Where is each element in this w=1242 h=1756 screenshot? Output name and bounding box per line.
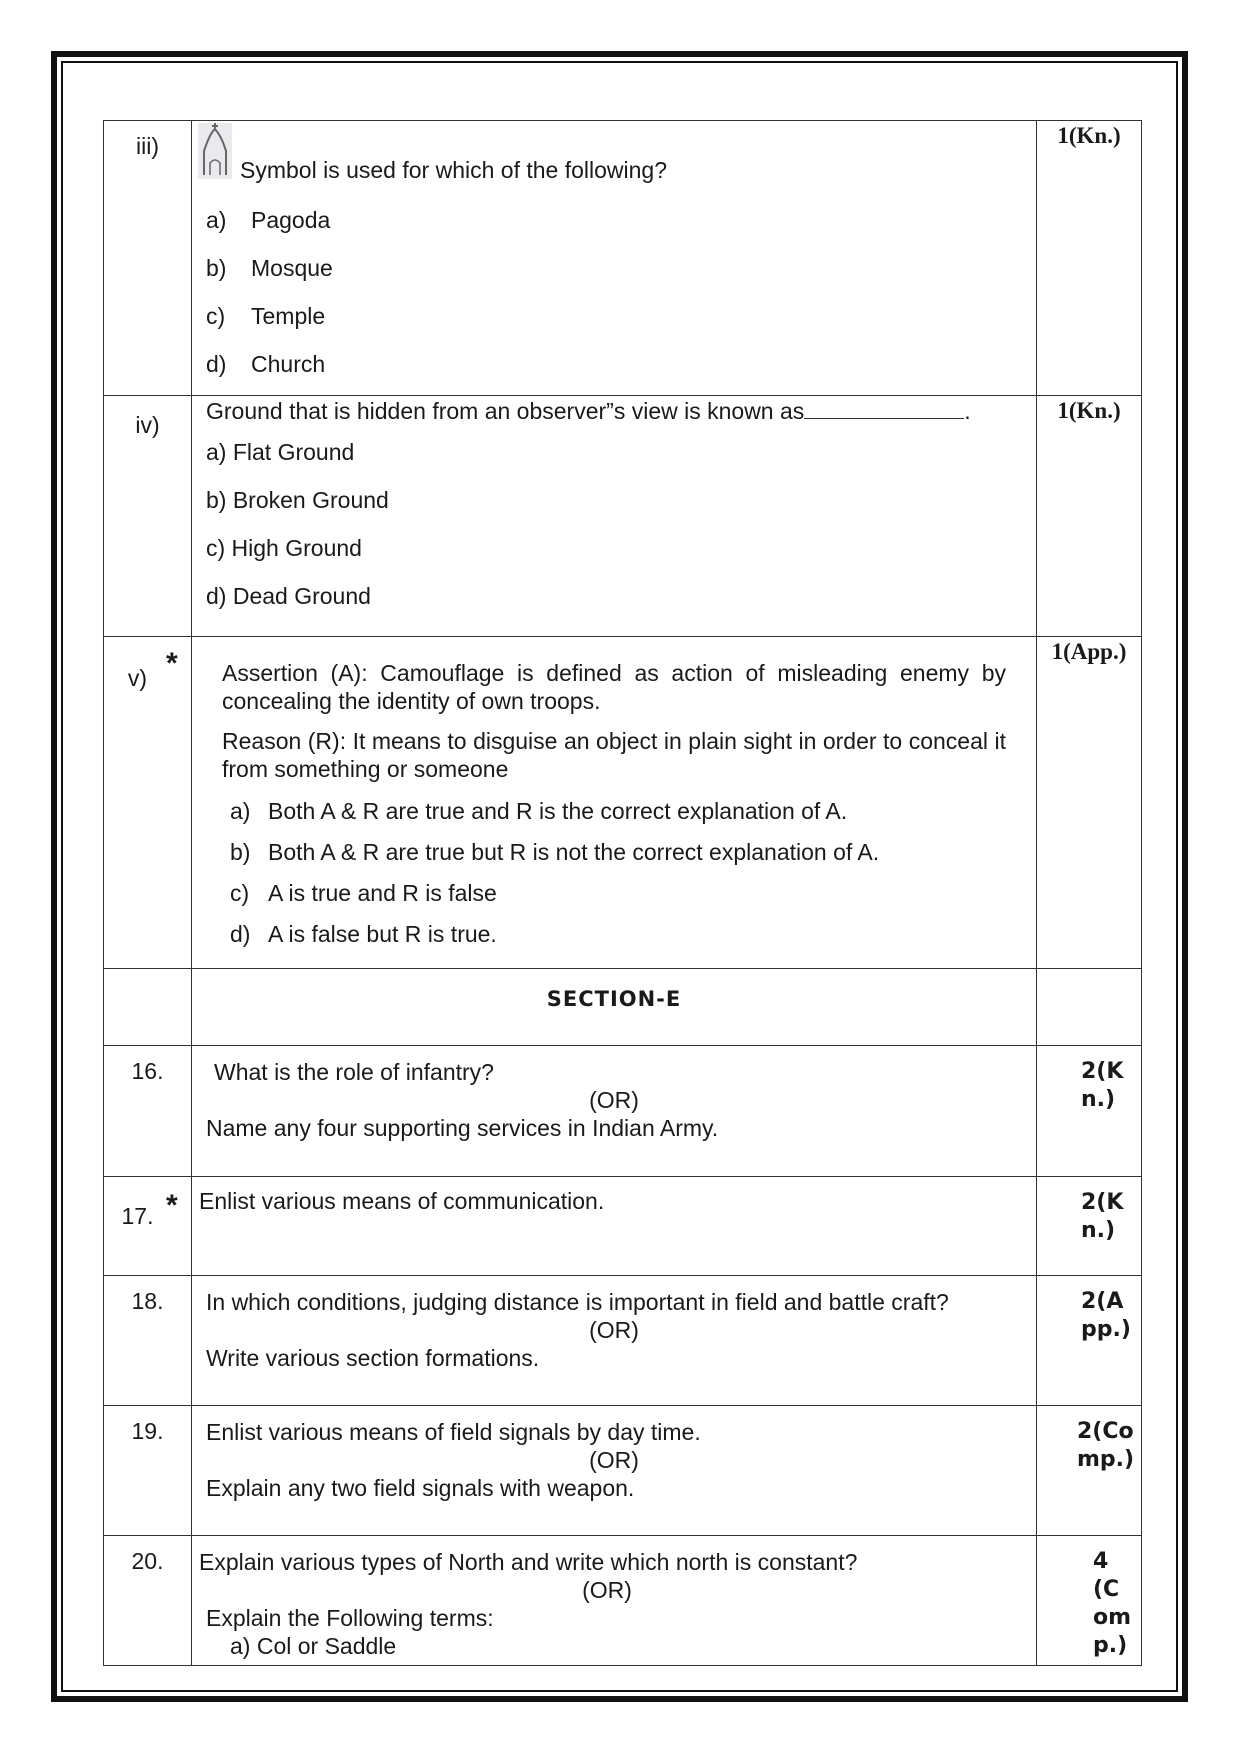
marks: 2(App.) (1081, 1289, 1131, 1342)
option-d: d) Church (206, 351, 326, 377)
option-b: b) Broken Ground (206, 487, 389, 513)
marks: 2(Kn.) (1081, 1190, 1124, 1243)
option-d: d) Dead Ground (206, 583, 371, 609)
question-text: Enlist various means of field signals by day time. (206, 1419, 701, 1445)
question-number: 18. (131, 1288, 164, 1314)
marks: 2(Comp.) (1077, 1419, 1135, 1472)
question-number: 20. (131, 1548, 164, 1574)
term-item: a) Col or Saddle (230, 1633, 397, 1659)
question-text: In which conditions, judging distance is important in field and battle craft? (206, 1289, 949, 1315)
question-number: 17. (121, 1203, 154, 1229)
question-number: v) (127, 665, 148, 691)
question-row-iii (104, 121, 1142, 396)
alternate-question-text: Explain any two field signals with weapon. (206, 1475, 635, 1501)
question-number: iv) (135, 412, 160, 438)
question-row-19 (104, 1406, 1142, 1536)
church-symbol-icon (198, 123, 232, 179)
option-b: b) Both A & R are true but R is not the correct explanation of A. (230, 839, 880, 865)
option-c: c) High Ground (206, 535, 362, 561)
question-number: 16. (131, 1058, 164, 1084)
or-separator: (OR) (589, 1087, 639, 1113)
or-separator: (OR) (582, 1577, 632, 1603)
alternate-question-text: Name any four supporting services in Indian Army. (206, 1115, 719, 1141)
reason-text: Reason (R): It means to disguise an object in plain sight in order to conceal it from something or someone (222, 728, 1006, 782)
or-separator: (OR) (589, 1447, 639, 1473)
question-table (103, 120, 1142, 1666)
question-row-v (104, 637, 1142, 969)
alternate-question-text: Explain the Following terms: (206, 1605, 494, 1631)
marks: 4(Comp.) (1093, 1549, 1132, 1658)
marks: 1(App.) (1051, 639, 1127, 664)
marks: 1(Kn.) (1057, 123, 1121, 148)
question-row-17 (104, 1177, 1142, 1276)
star-marker: * (166, 647, 178, 680)
marks: 1(Kn.) (1057, 398, 1121, 423)
option-c: c) Temple (206, 303, 326, 329)
option-b: b) Mosque (206, 255, 333, 281)
option-c: c) A is true and R is false (230, 880, 497, 906)
question-row-iv (104, 396, 1142, 637)
question-number: 19. (131, 1418, 164, 1444)
option-a: a) Flat Ground (206, 439, 355, 465)
question-text: What is the role of infantry? (214, 1059, 494, 1085)
question-row-20 (104, 1536, 1142, 1666)
option-a: a) Pagoda (206, 207, 331, 233)
question-text: Explain various types of North and write which north is constant? (199, 1549, 858, 1575)
answer-blank (804, 400, 964, 419)
question-text: Ground that is hidden from an observer”s view is known as . (206, 398, 971, 424)
or-separator: (OR) (589, 1317, 639, 1343)
marks: 2(Kn.) (1081, 1059, 1124, 1112)
question-number: iii) (136, 133, 159, 159)
question-row-18 (104, 1276, 1142, 1406)
question-text: Enlist various means of communication. (199, 1188, 605, 1214)
option-d: d) A is false but R is true. (230, 921, 497, 947)
question-text: Symbol is used for which of the following? (240, 157, 667, 183)
section-header-row (104, 969, 1142, 1046)
section-title: SECTION-E (546, 987, 682, 1011)
alternate-question-text: Write various section formations. (206, 1345, 540, 1371)
assertion-text: Assertion (A): Camouflage is defined as action of misleading enemy by concealing the identity of own troops. (222, 660, 1006, 714)
option-a: a) Both A & R are true and R is the correct explanation of A. (230, 798, 848, 824)
question-row-16 (104, 1046, 1142, 1177)
star-marker: * (166, 1189, 178, 1222)
